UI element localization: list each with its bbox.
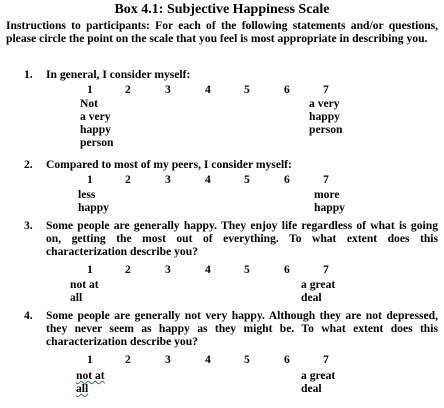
anchor-line: Not: [80, 97, 99, 110]
instructions: Instructions to participants: For each of the following statements and/or questions, please circle the point on the scale that you feel is most appropriate in describing you.: [6, 19, 438, 45]
anchor-line: a great: [301, 369, 336, 382]
anchor-line: happy: [309, 110, 340, 123]
title: Box 4.1: Subjective Happiness Scale: [114, 2, 330, 17]
scale-point-6[interactable]: 6: [284, 353, 290, 366]
high-anchor: [309, 97, 343, 136]
low-anchor: [80, 97, 114, 149]
anchor-line: happy: [78, 201, 109, 214]
anchor-line: person: [80, 136, 114, 149]
scale-point-1[interactable]: 1: [87, 353, 93, 366]
question-text: In general, I consider myself:: [46, 68, 191, 81]
question-number: 2.: [24, 158, 33, 171]
scale-point-7[interactable]: 7: [323, 263, 329, 276]
anchor-line: all: [76, 382, 89, 395]
anchor-line: all: [70, 291, 83, 304]
anchor-line: deal: [301, 291, 322, 304]
scale-point-2[interactable]: 2: [125, 263, 131, 276]
low-anchor: [70, 278, 99, 304]
high-anchor: [314, 188, 345, 214]
anchor-line: person: [309, 123, 343, 136]
scale-point-6[interactable]: 6: [284, 83, 290, 96]
scale-point-1[interactable]: 1: [87, 263, 93, 276]
high-anchor: [301, 369, 335, 395]
anchor-line: happy: [314, 201, 345, 214]
scale-point-3[interactable]: 3: [165, 83, 171, 96]
scale-point-4[interactable]: 4: [205, 353, 211, 366]
low-anchor: [76, 369, 105, 395]
scale-point-5[interactable]: 5: [244, 173, 250, 186]
anchor-line: not at: [70, 278, 99, 291]
scale-point-5[interactable]: 5: [244, 83, 250, 96]
high-anchor: [301, 278, 335, 304]
question-number: 3.: [24, 219, 33, 232]
anchor-line: less: [78, 188, 96, 201]
scale-point-4[interactable]: 4: [205, 263, 211, 276]
anchor-line: a great: [301, 278, 336, 291]
scale-point-6[interactable]: 6: [284, 263, 290, 276]
scale-point-7[interactable]: 7: [323, 353, 329, 366]
scale-point-1[interactable]: 1: [87, 173, 93, 186]
question-number: 1.: [24, 68, 33, 81]
scale-point-3[interactable]: 3: [165, 353, 171, 366]
anchor-line: deal: [301, 382, 322, 395]
question-text: Some people are generally not very happy. Although they are not depressed, they never seem as happy as they might be. To what extent does this characterization describe you?: [46, 309, 438, 348]
scale-point-2[interactable]: 2: [125, 353, 131, 366]
scale-point-4[interactable]: 4: [205, 83, 211, 96]
scale-point-3[interactable]: 3: [165, 263, 171, 276]
scale-point-5[interactable]: 5: [244, 263, 250, 276]
anchor-line: a very: [309, 97, 340, 110]
anchor-line: not at: [76, 369, 105, 382]
scale-point-4[interactable]: 4: [205, 173, 211, 186]
question-text: Some people are generally happy. They enjoy life regardless of what is going on, getting the most out of everything. To what extent does this characterization describe you?: [46, 219, 438, 258]
scale-point-2[interactable]: 2: [125, 83, 131, 96]
scale-point-2[interactable]: 2: [125, 173, 131, 186]
question-text: Compared to most of my peers, I consider myself:: [46, 158, 292, 171]
scale-point-6[interactable]: 6: [284, 173, 290, 186]
low-anchor: [78, 188, 109, 214]
scale-point-7[interactable]: 7: [323, 173, 329, 186]
scale-point-3[interactable]: 3: [165, 173, 171, 186]
anchor-line: happy: [80, 123, 111, 136]
anchor-line: more: [314, 188, 340, 201]
scale-point-7[interactable]: 7: [323, 83, 329, 96]
anchor-line: a very: [80, 110, 111, 123]
scale-point-1[interactable]: 1: [87, 83, 93, 96]
scale-point-5[interactable]: 5: [244, 353, 250, 366]
question-number: 4.: [24, 309, 33, 322]
